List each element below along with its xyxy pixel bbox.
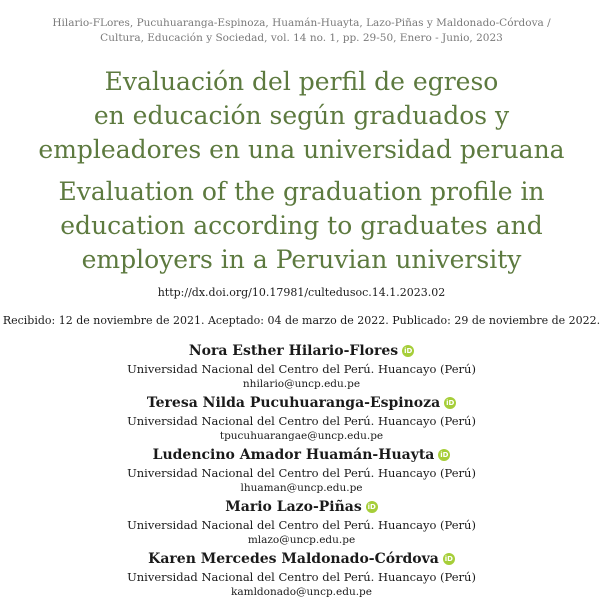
author-email[interactable]: nhilario@uncp.edu.pe xyxy=(242,378,361,390)
author-affiliation: Universidad Nacional del Centro del Perú. Huancayo (Perú) xyxy=(127,414,476,428)
citation-line-1: Hilario-FLores, Pucuhuaranga-Espinoza, Huamán-Huayta, Lazo-Piñas y Maldonado-Córdova / xyxy=(52,17,551,29)
author-block xyxy=(0,498,603,550)
publication-dates: Recibido: 12 de noviembre de 2021. Aceptado: 04 de marzo de 2022. Publicado: 29 de noviembre de 2022. xyxy=(2,314,601,327)
orcid-icon[interactable]: iD xyxy=(367,503,376,511)
author-affiliation: Universidad Nacional del Centro del Perú. Huancayo (Perú) xyxy=(127,362,476,376)
author-email[interactable]: lhuaman@uncp.edu.pe xyxy=(240,482,363,494)
title-english-line-2: education according to graduates and xyxy=(60,211,543,240)
title-english-line-3: employers in a Peruvian university xyxy=(81,245,522,274)
author-block xyxy=(0,550,603,602)
orcid-icon[interactable]: iD xyxy=(404,347,413,355)
title-spanish-line-2: en educación según graduados y xyxy=(93,101,510,130)
author-block xyxy=(0,446,603,498)
author-name: Nora Esther Hilario-Flores xyxy=(188,343,399,359)
title-spanish-line-3: empleadores en una universidad peruana xyxy=(38,135,565,164)
running-header xyxy=(0,16,603,46)
author-affiliation: Universidad Nacional del Centro del Perú. Huancayo (Perú) xyxy=(127,570,476,584)
title-english-line-1: Evaluation of the graduation profile in xyxy=(58,177,545,206)
author-email[interactable]: kamldonado@uncp.edu.pe xyxy=(231,586,372,598)
author-block xyxy=(0,394,603,446)
citation-line-2: Cultura, Educación y Sociedad, vol. 14 no. 1, pp. 29-50, Enero - Junio, 2023 xyxy=(100,32,503,44)
author-name: Ludencino Amador Huamán-Huayta xyxy=(152,447,435,463)
doi-link[interactable]: http://dx.doi.org/10.17981/cultedusoc.14.1.2023.02 xyxy=(157,286,446,299)
author-list xyxy=(0,342,603,602)
title-spanish xyxy=(0,65,603,167)
author-email[interactable]: mlazo@uncp.edu.pe xyxy=(247,534,356,546)
author-email[interactable]: tpucuhuarangae@uncp.edu.pe xyxy=(219,430,384,442)
orcid-icon[interactable]: iD xyxy=(446,399,455,407)
title-spanish-line-1: Evaluación del perfil de egreso xyxy=(104,67,499,96)
author-block xyxy=(0,342,603,394)
author-name: Teresa Nilda Pucuhuaranga-Espinoza xyxy=(146,395,441,411)
orcid-icon[interactable]: iD xyxy=(444,555,453,563)
author-affiliation: Universidad Nacional del Centro del Perú. Huancayo (Perú) xyxy=(127,518,476,532)
title-english xyxy=(0,175,603,277)
author-affiliation: Universidad Nacional del Centro del Perú. Huancayo (Perú) xyxy=(127,466,476,480)
author-name: Karen Mercedes Maldonado-Córdova xyxy=(148,551,439,567)
orcid-icon[interactable]: iD xyxy=(440,451,449,459)
author-name: Mario Lazo-Piñas xyxy=(225,499,362,515)
